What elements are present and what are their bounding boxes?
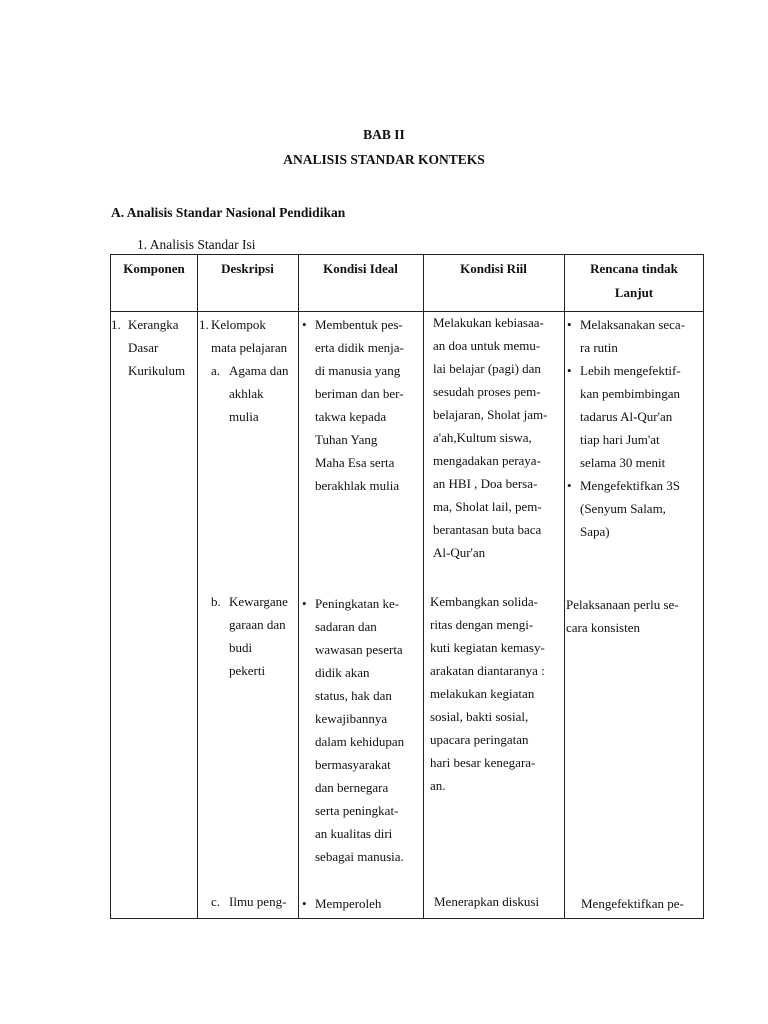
ideal-bullet: • — [302, 896, 307, 911]
ideal-b-line: Peningkatan ke- — [315, 596, 400, 611]
riil-a-line: Al-Qur'an — [433, 545, 486, 560]
rencana-a-line: (Senyum Salam, — [580, 501, 666, 516]
riil-a-line: lai belajar (pagi) dan — [433, 361, 541, 376]
rencana-b-line: cara konsisten — [566, 620, 641, 635]
komponen-number: 1. — [111, 317, 121, 332]
chapter-title: ANALISIS STANDAR KONTEKS — [283, 152, 485, 167]
table-col-divider-3 — [423, 254, 424, 919]
deskripsi-item-line: mulia — [229, 409, 259, 424]
riil-c-line: Menerapkan diskusi — [434, 894, 540, 909]
riil-b-line: kuti kegiatan kemasy- — [430, 640, 545, 655]
ideal-a-line: berakhlak mulia — [315, 478, 400, 493]
rencana-a-line: ra rutin — [580, 340, 618, 355]
chapter-heading: BAB II — [363, 127, 405, 142]
deskripsi-group-number: 1. — [199, 317, 209, 332]
table-col-divider-1 — [197, 254, 198, 919]
header-komponen: Komponen — [123, 261, 185, 276]
ideal-a-line: Membentuk pes- — [315, 317, 403, 332]
ideal-b-line: sebagai manusia. — [315, 849, 404, 864]
riil-a-line: ma, Sholat lail, pem- — [433, 499, 542, 514]
rencana-bullet: • — [567, 478, 572, 493]
riil-b-line: an. — [430, 778, 446, 793]
deskripsi-group-line: mata pelajaran — [211, 340, 288, 355]
ideal-b-line: sadaran dan — [315, 619, 377, 634]
ideal-a-line: Tuhan Yang — [315, 432, 378, 447]
riil-a-line: a'ah,Kultum siswa, — [433, 430, 532, 445]
deskripsi-item-line: Agama dan — [229, 363, 289, 378]
riil-a-line: mengadakan peraya- — [433, 453, 541, 468]
ideal-b-line: bermasyarakat — [315, 757, 391, 772]
table-border-bottom — [110, 918, 704, 919]
deskripsi-item-line: Ilmu peng- — [229, 894, 287, 909]
ideal-c-line: Memperoleh — [315, 896, 382, 911]
ideal-b-line: status, hak dan — [315, 688, 392, 703]
komponen-line: Dasar — [128, 340, 159, 355]
table-header-divider — [110, 311, 704, 312]
rencana-bullet: • — [567, 317, 572, 332]
deskripsi-item-letter: c. — [211, 894, 221, 909]
rencana-a-line: tiap hari Jum'at — [580, 432, 660, 447]
ideal-b-line: didik akan — [315, 665, 370, 680]
deskripsi-item-line: garaan dan — [229, 617, 286, 632]
deskripsi-group-line: Kelompok — [211, 317, 266, 332]
ideal-a-line: beriman dan ber- — [315, 386, 404, 401]
ideal-b-line: an kualitas diri — [315, 826, 393, 841]
deskripsi-item-line: budi — [229, 640, 253, 655]
deskripsi-item-line: pekerti — [229, 663, 266, 678]
ideal-bullet: • — [302, 317, 307, 332]
subsection-heading-1: 1. Analisis Standar Isi — [137, 237, 256, 252]
riil-a-line: berantasan buta baca — [433, 522, 542, 537]
ideal-bullet: • — [302, 596, 307, 611]
header-kondisi-riil: Kondisi Riil — [460, 261, 527, 276]
rencana-a-line: Lebih mengefektif- — [580, 363, 681, 378]
header-kondisi-ideal: Kondisi Ideal — [323, 261, 398, 276]
riil-a-line: an doa untuk memu- — [433, 338, 541, 353]
ideal-b-line: serta peningkat- — [315, 803, 399, 818]
deskripsi-item-line: akhlak — [229, 386, 264, 401]
riil-b-line: hari besar kenegara- — [430, 755, 536, 770]
komponen-line: Kurikulum — [128, 363, 186, 378]
riil-b-line: Kembangkan solida- — [430, 594, 538, 609]
ideal-b-line: wawasan peserta — [315, 642, 403, 657]
header-deskripsi: Deskripsi — [221, 261, 274, 276]
komponen-line: Kerangka — [128, 317, 179, 332]
table-border-top — [110, 254, 704, 255]
rencana-a-line: selama 30 menit — [580, 455, 666, 470]
ideal-b-line: dan bernegara — [315, 780, 389, 795]
riil-a-line: sesudah proses pem- — [433, 384, 541, 399]
ideal-a-line: Maha Esa serta — [315, 455, 395, 470]
rencana-a-line: tadarus Al-Qur'an — [580, 409, 673, 424]
rencana-b-line: Pelaksanaan perlu se- — [566, 597, 679, 612]
riil-b-line: melakukan kegiatan — [430, 686, 535, 701]
rencana-bullet: • — [567, 363, 572, 378]
deskripsi-item-letter: a. — [211, 363, 221, 378]
table-col-divider-4 — [564, 254, 565, 919]
riil-a-line: Melakukan kebiasaa- — [433, 315, 544, 330]
riil-a-line: belajaran, Sholat jam- — [433, 407, 548, 422]
riil-b-line: ritas dengan mengi- — [430, 617, 534, 632]
ideal-b-line: dalam kehidupan — [315, 734, 405, 749]
ideal-a-line: di manusia yang — [315, 363, 401, 378]
ideal-a-line: takwa kepada — [315, 409, 387, 424]
riil-b-line: arakatan diantaranya : — [430, 663, 545, 678]
table-border-left — [110, 254, 111, 919]
deskripsi-item-letter: b. — [211, 594, 221, 609]
section-heading-a: A. Analisis Standar Nasional Pendidikan — [111, 205, 346, 220]
ideal-b-line: kewajibannya — [315, 711, 388, 726]
riil-b-line: upacara peringatan — [430, 732, 529, 747]
table-col-divider-2 — [298, 254, 299, 919]
rencana-a-line: Mengefektifkan 3S — [580, 478, 681, 493]
rencana-a-line: kan pembimbingan — [580, 386, 681, 401]
rencana-a-line: Melaksanakan seca- — [580, 317, 686, 332]
deskripsi-item-line: Kewargane — [229, 594, 288, 609]
riil-a-line: an HBI , Doa bersa- — [433, 476, 538, 491]
header-rencana: Rencana tindak Lanjut — [590, 261, 678, 300]
ideal-a-line: erta didik menja- — [315, 340, 404, 355]
rencana-c-line: Mengefektifkan pe- — [581, 896, 684, 911]
riil-b-line: sosial, bakti sosial, — [430, 709, 529, 724]
rencana-a-line: Sapa) — [580, 524, 610, 539]
table-border-right — [703, 254, 704, 919]
